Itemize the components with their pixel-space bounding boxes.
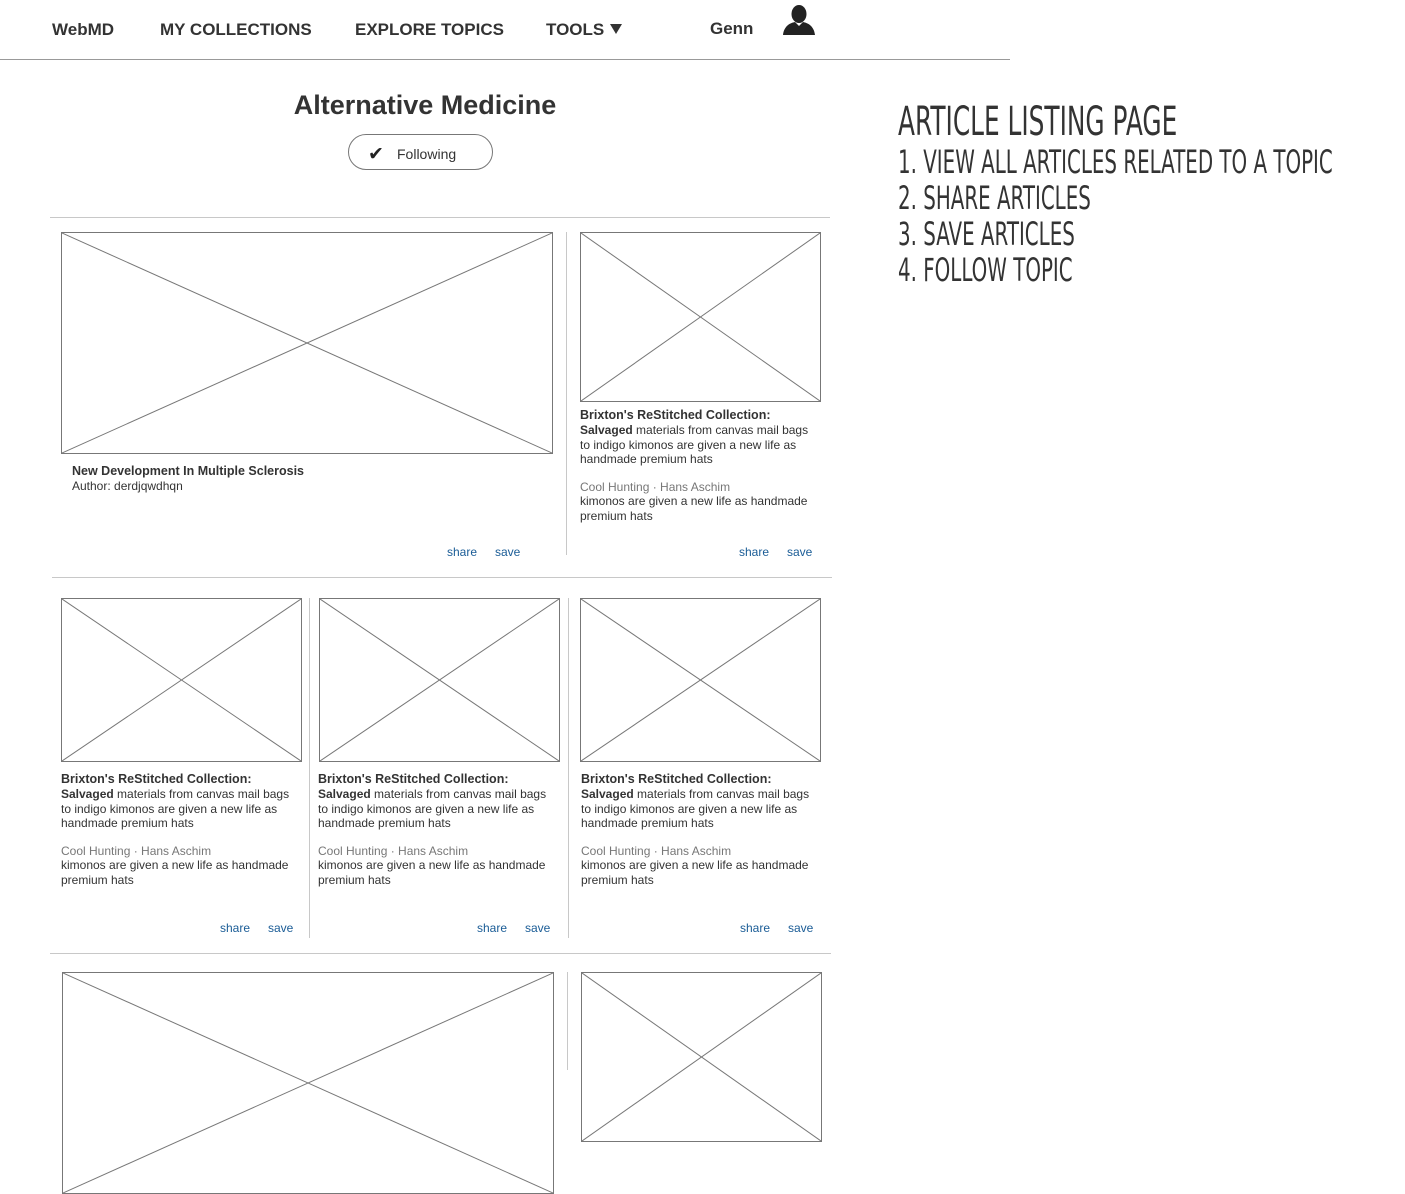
article-title[interactable]: Brixton's ReStitched Collection: [580,408,771,422]
section-divider [50,217,830,218]
article-image[interactable] [319,598,560,762]
annotation-point: 1. VIEW ALL ARTICLES RELATED TO A TOPIC [898,143,1333,181]
nav-tools[interactable] [546,20,622,40]
article-description-text: materials from canvas mail bags to indigo kimonos are given a new life as handmade premium hats [61,787,290,830]
article-image[interactable] [580,232,821,402]
column-divider [567,972,568,1070]
nav-divider [0,59,1010,60]
section-divider [52,577,832,578]
article-description-text: materials from canvas mail bags to indigo kimonos are given a new life as handmade premium hats [580,423,809,466]
share-button[interactable]: share [477,921,508,935]
article-source[interactable]: Cool Hunting · Hans Aschim [581,844,732,858]
share-button[interactable]: share [740,921,771,935]
article-image[interactable] [581,972,822,1142]
follow-button-label: Following [397,146,457,162]
article-summary: kimonos are given a new life as handmade premium hats [318,858,546,887]
article-title[interactable]: Brixton's ReStitched Collection: [581,772,772,786]
article-summary: kimonos are given a new life as handmade premium hats [580,494,808,523]
checkmark-icon: ✔ [368,144,384,165]
topic-title: Alternative Medicine [293,90,557,120]
article-description-lead: Salvaged [318,787,371,801]
article-source[interactable]: Cool Hunting · Hans Aschim [580,480,731,494]
article-image[interactable] [580,598,821,762]
column-divider [566,232,567,555]
article-title[interactable]: Brixton's ReStitched Collection: [61,772,252,786]
article-description [580,423,820,467]
save-button[interactable]: save [787,545,813,559]
annotation-heading: ARTICLE LISTING PAGE [898,99,1178,145]
article-summary: kimonos are given a new life as handmade premium hats [581,858,809,887]
brand-logo[interactable]: WebMD [52,20,115,39]
section-divider [50,953,831,954]
featured-article-author: Author: derdjqwdhqn [72,479,183,493]
article-description-lead: Salvaged [581,787,634,801]
article-description [318,787,558,831]
nav-tools-label: TOOLS [546,20,605,39]
article-description-lead: Salvaged [61,787,114,801]
save-button[interactable]: save [268,921,294,935]
article-description-lead: Salvaged [580,423,633,437]
featured-article-title[interactable]: New Development In Multiple Sclerosis [72,464,305,478]
nav-explore-topics[interactable]: EXPLORE TOPICS [355,20,504,39]
featured-article-image[interactable] [62,972,554,1194]
article-image[interactable] [61,598,302,762]
annotation-point: 2. SHARE ARTICLES [898,179,1091,217]
article-description [581,787,821,831]
article-description-text: materials from canvas mail bags to indigo kimonos are given a new life as handmade premium hats [581,787,810,830]
article-title[interactable]: Brixton's ReStitched Collection: [318,772,509,786]
annotation-point: 4. FOLLOW TOPIC [898,251,1073,289]
caret-down-icon [610,24,622,34]
follow-topic-button[interactable] [348,134,493,170]
user-avatar-icon[interactable] [782,4,816,36]
annotation-point: 3. SAVE ARTICLES [898,215,1075,253]
article-description [61,787,301,831]
save-button[interactable]: save [525,921,551,935]
user-name[interactable]: Genn [710,19,754,38]
column-divider [568,598,569,938]
save-button[interactable]: save [495,545,521,559]
article-summary: kimonos are given a new life as handmade premium hats [61,858,289,887]
article-description-text: materials from canvas mail bags to indigo kimonos are given a new life as handmade premium hats [318,787,547,830]
share-button[interactable]: share [739,545,770,559]
column-divider [309,598,310,938]
article-source[interactable]: Cool Hunting · Hans Aschim [318,844,469,858]
save-button[interactable]: save [788,921,814,935]
share-button[interactable]: share [220,921,251,935]
article-source[interactable]: Cool Hunting · Hans Aschim [61,844,212,858]
featured-article-image[interactable] [61,232,553,454]
nav-my-collections[interactable]: MY COLLECTIONS [160,20,312,39]
share-button[interactable]: share [447,545,478,559]
